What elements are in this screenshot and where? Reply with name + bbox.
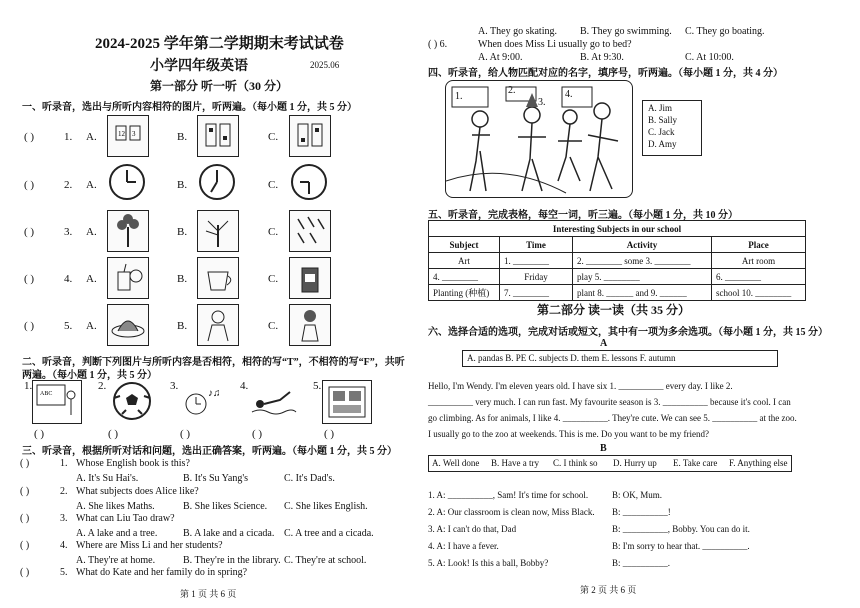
svg-text:3: 3 (132, 130, 136, 138)
bag-picture[interactable] (289, 257, 331, 299)
option-a[interactable]: A. At 9:00. (478, 52, 523, 63)
option-a[interactable]: A. She likes Maths. (76, 501, 155, 512)
q-number: 1. (24, 380, 33, 392)
option-a[interactable]: A. They're at home. (76, 555, 156, 566)
opt-label: A. (86, 273, 97, 285)
table-cell: Friday (500, 269, 573, 285)
opt-label: A. (86, 131, 97, 143)
answer-paren[interactable]: ( ) (324, 428, 335, 440)
q-number: 3. (64, 226, 73, 238)
opt-label: C. (268, 131, 279, 143)
calendar-picture[interactable] (107, 115, 149, 157)
col-header: Activity (573, 237, 712, 253)
dialogue-b: B: __________. (612, 558, 671, 568)
dialogue-a: 3. A: I can't do that, Dad (428, 524, 517, 534)
passage-line: go climbing. As for animals, I like 4. __________. They're cute. We can see 5. __________ at the zoo. (428, 413, 797, 423)
svg-text:ABC: ABC (40, 391, 53, 397)
section2-heading: 二、听录音，判断下列图片与所听内容是否相符，相符的写“T”，不相符的写“F”，共听 (22, 357, 405, 368)
svg-text:♪♫: ♪♫ (208, 388, 221, 399)
page-footer: 第 2 页 共 6 页 (580, 585, 637, 595)
answer-paren[interactable]: ( ) (108, 428, 119, 440)
option-b[interactable]: B. She likes Science. (183, 501, 268, 512)
word-bank-a: A. pandas B. PE C. subjects D. them E. lessons F. autumn (462, 350, 778, 367)
opt-label: B. (177, 273, 188, 285)
q-number: 1. (64, 131, 73, 143)
question-text: Whose English book is this? (76, 458, 190, 469)
opt-label: B. (177, 179, 188, 191)
table-row (429, 253, 806, 269)
q-number: 4. (60, 540, 68, 551)
opt-label: C. (268, 273, 279, 285)
left-page (0, 0, 420, 608)
hat-picture[interactable] (107, 304, 149, 346)
name-option: C. Jack (648, 127, 675, 137)
dialogue-a: 2. A: Our classroom is clean now, Miss Black. (428, 507, 595, 517)
opt-label: C. (268, 179, 279, 191)
part1-heading: 第一部分 听一听（30 分） (150, 79, 289, 93)
classroom-picture[interactable] (322, 380, 372, 424)
opt-label: B. (177, 131, 188, 143)
passage-line: Hello, I'm Wendy. I'm eleven years old. I have six 1. __________ every day. I like 2. (428, 381, 733, 391)
passage-line: I usually go to the zoo at weekends. This is me. Do you want to be my friend? (428, 429, 710, 439)
clock-picture[interactable] (197, 162, 237, 202)
name-options-box (642, 100, 702, 156)
answer-paren[interactable]: ( ) (20, 458, 30, 469)
blank-label[interactable]: 2. (508, 85, 516, 96)
section4-heading: 四、听录音，给人物匹配对应的名字，填序号，听两遍。（每小题 1 分，共 4 分） (428, 68, 783, 79)
dialogue-a: 4. A: I have a fever. (428, 541, 499, 551)
section2-heading-2: 两遍。（每小题 1 分，共 5 分） (22, 370, 157, 381)
option-b[interactable]: B. They're in the library. (183, 555, 281, 566)
table-header-row (429, 237, 806, 253)
word-option: E. Take care (673, 458, 718, 468)
option-b[interactable]: B. At 9:30. (580, 52, 624, 63)
calendar-picture[interactable] (197, 115, 239, 157)
answer-paren[interactable]: ( ) (24, 131, 35, 143)
passage-line: __________ very much. I can run fast. My favourite season is 3. __________ because it's cool. I can (428, 397, 791, 407)
exam-date: 2025.06 (310, 60, 340, 70)
q-number: 1. (60, 458, 68, 469)
opt-label: B. (177, 226, 188, 238)
tree-picture[interactable] (107, 210, 149, 252)
teacher-blackboard-picture[interactable] (32, 380, 82, 424)
col-header: Place (712, 237, 806, 253)
clock-picture[interactable] (289, 162, 329, 202)
table-cell: Art (429, 253, 500, 269)
calendar-picture[interactable] (289, 115, 331, 157)
question-text: What do Kate and her family do in spring? (76, 567, 248, 578)
opt-label: A. (86, 320, 97, 332)
q-number: 2. (98, 380, 107, 392)
clock-picture[interactable] (107, 162, 147, 202)
table-cell[interactable]: 2. ________ some 3. ________ (573, 253, 712, 269)
answer-paren[interactable]: ( ) (20, 486, 30, 497)
option-a[interactable]: A. It's Su Hai's. (76, 473, 139, 484)
word-option: B. Have a try (491, 458, 539, 468)
exam-title: 2024-2025 学年第二学期期末考试试卷 (95, 36, 344, 52)
table-cell[interactable]: 4. ________ (429, 269, 500, 285)
blank-label[interactable]: 1. (455, 91, 463, 102)
opt-label: A. (86, 179, 97, 191)
table-cell[interactable]: 7. ________ (500, 285, 573, 301)
word-option: C. I think so (553, 458, 598, 468)
option-c[interactable]: C. A tree and a cicada. (284, 528, 374, 539)
option-c[interactable]: C. It's Dad's. (284, 473, 335, 484)
question-text: What can Liu Tao draw? (76, 513, 175, 524)
drink-picture[interactable] (107, 257, 149, 299)
section3-heading: 三、听录音，根据所听对话和问题，选出正确答案，听两遍。（每小题 1 分，共 5 分） (22, 446, 397, 457)
option-b[interactable]: B. A lake and a cicada. (183, 528, 275, 539)
option-a[interactable]: A. A lake and a tree. (76, 528, 158, 539)
football-picture[interactable] (108, 380, 156, 422)
question-text: Where are Miss Li and her students? (76, 540, 223, 551)
col-header: Time (500, 237, 573, 253)
option-b[interactable]: B. They go swimming. (580, 26, 672, 37)
rain-picture[interactable] (289, 210, 331, 252)
q-number: 5. (313, 380, 322, 392)
table-row (429, 269, 806, 285)
word-option: D. Hurry up (613, 458, 657, 468)
dialogue-b: B: I'm sorry to hear that. __________. (612, 541, 750, 551)
option-a[interactable]: A. They go skating. (478, 26, 557, 37)
answer-paren[interactable]: ( ) (24, 320, 35, 332)
word-bank-b (428, 455, 792, 472)
answer-paren[interactable]: ( ) (34, 428, 45, 440)
table-cell[interactable]: 6. ________ (712, 269, 806, 285)
exam-subtitle: 小学四年级英语 (150, 59, 248, 74)
name-option: B. Sally (648, 115, 678, 125)
answer-paren[interactable]: ( ) (20, 513, 30, 524)
opt-label: C. (268, 320, 279, 332)
dialogue-a: 5. A: Look! Is this a ball, Bobby? (428, 558, 549, 568)
answer-paren[interactable]: ( ) (180, 428, 191, 440)
part-b-label: B (600, 443, 607, 454)
answer-paren[interactable]: ( ) (20, 540, 30, 551)
question-text: When does Miss Li usually go to bed? (478, 39, 632, 50)
answer-paren[interactable]: ( ) (24, 273, 35, 285)
q-number: 3. (60, 513, 68, 524)
dialogue-b: B: __________, Bobby. You can do it. (612, 524, 750, 534)
answer-paren[interactable]: ( ) (24, 226, 35, 238)
subjects-table (428, 220, 806, 301)
section1-heading: 一、听录音，选出与所听内容相符的图片，听两遍。（每小题 1 分，共 5 分） (22, 102, 357, 113)
dialogue-b: B: __________! (612, 507, 671, 517)
q-number: 5. (64, 320, 73, 332)
blank-label[interactable]: 4. (565, 89, 573, 100)
cup-picture[interactable] (197, 257, 239, 299)
word-option: A. Well done (432, 458, 480, 468)
answer-paren[interactable]: ( ) (24, 179, 35, 191)
section5-heading: 五、听录音，完成表格，每空一词，听三遍。（每小题 1 分，共 10 分） (428, 210, 738, 221)
option-c[interactable]: C. They're at school. (284, 555, 367, 566)
q-number: 4. (240, 380, 249, 392)
table-cell[interactable]: school 10. ________ (712, 285, 806, 301)
boy-picture[interactable] (197, 304, 239, 346)
option-c[interactable]: C. They go boating. (685, 26, 765, 37)
table-cell[interactable]: plant 8. ______ and 9. ______ (573, 285, 712, 301)
q-number: 2. (60, 486, 68, 497)
table-cell[interactable]: 1. ________ (500, 253, 573, 269)
table-cell: Art room (712, 253, 806, 269)
page-footer: 第 1 页 共 6 页 (180, 589, 237, 599)
q-number: 2. (64, 179, 73, 191)
right-page (420, 0, 860, 608)
table-title: Interesting Subjects in our school (429, 221, 806, 237)
q-number: 3. (170, 380, 179, 392)
table-cell[interactable]: play 5. ________ (573, 269, 712, 285)
col-header: Subject (429, 237, 500, 253)
question-text: What subjects does Alice like? (76, 486, 199, 497)
part-a-label: A (600, 338, 608, 349)
name-option: A. Jim (648, 103, 673, 113)
section6-heading: 六、选择合适的选项，完成对话或短文，其中有一项为多余选项。（每小题 1 分，共 15 分） (428, 327, 828, 338)
word-option: F. Anything else (729, 458, 788, 468)
answer-paren[interactable]: ( ) (20, 567, 30, 578)
swimming-picture[interactable] (250, 380, 298, 422)
table-cell: Planting (种植) (429, 285, 500, 301)
svg-text:12: 12 (118, 130, 125, 138)
answer-paren[interactable]: ( ) 6. (428, 39, 448, 50)
option-c[interactable]: C. At 10:00. (685, 52, 734, 63)
q-number: 4. (64, 273, 73, 285)
blank-label[interactable]: 3. (538, 97, 546, 108)
clock-notes-picture[interactable] (180, 380, 228, 422)
name-option: D. Amy (648, 139, 677, 149)
dialogue-a: 1. A: __________, Sam! It's time for school. (428, 490, 589, 500)
table-row (429, 285, 806, 301)
q-number: 5. (60, 567, 68, 578)
tree-picture[interactable] (197, 210, 239, 252)
option-c[interactable]: C. She likes English. (284, 501, 368, 512)
opt-label: B. (177, 320, 188, 332)
opt-label: A. (86, 226, 97, 238)
part2-heading: 第二部分 读一读（共 35 分） (537, 303, 691, 317)
girl-picture[interactable] (289, 304, 331, 346)
opt-label: C. (268, 226, 279, 238)
dialogue-b: B: OK, Mum. (612, 490, 663, 500)
answer-paren[interactable]: ( ) (252, 428, 263, 440)
option-b[interactable]: B. It's Su Yang's (183, 473, 249, 484)
